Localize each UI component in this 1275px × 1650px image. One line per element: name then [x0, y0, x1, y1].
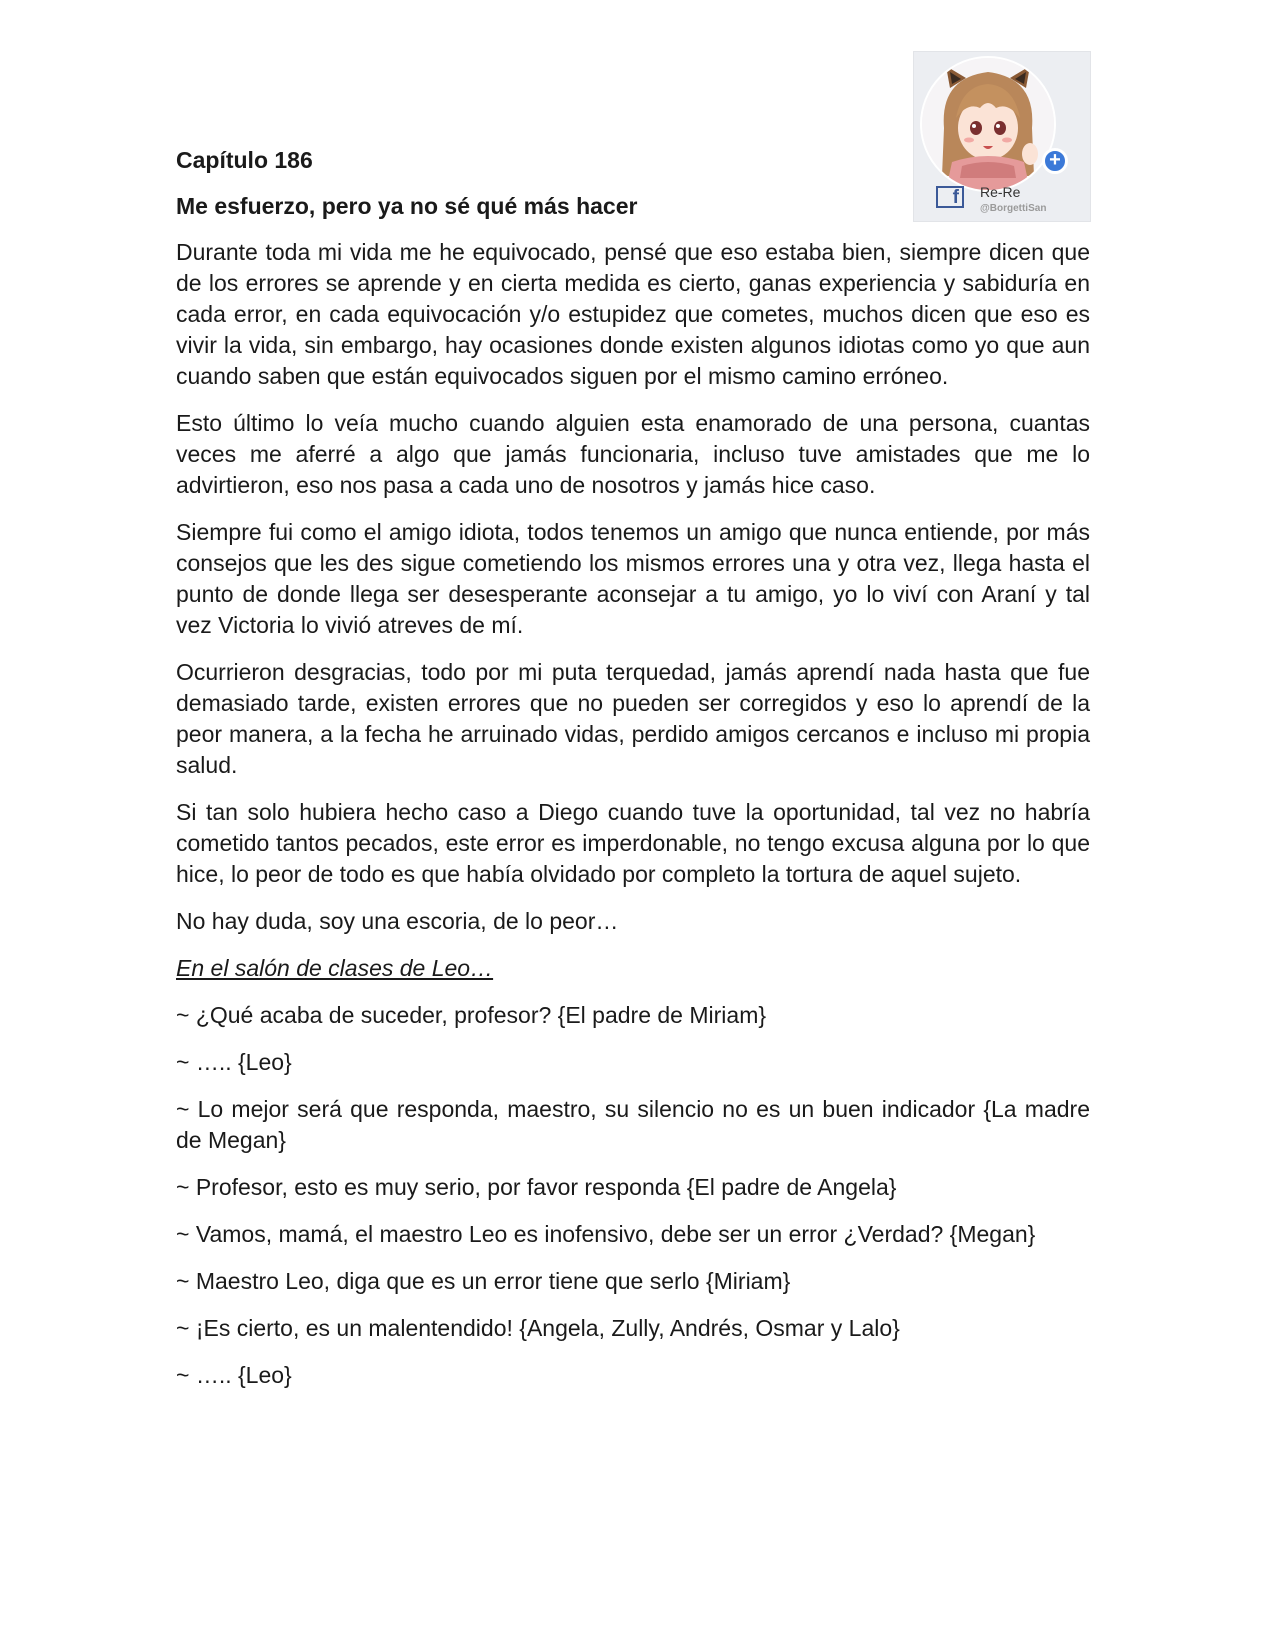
paragraph: No hay duda, soy una escoria, de lo peor…	[176, 908, 619, 934]
dialogue-line: ~ Vamos, mamá, el maestro Leo es inofensivo, debe ser un error ¿Verdad? {Megan}	[176, 1221, 1036, 1247]
document-body	[176, 145, 1090, 1391]
paragraph: Esto último lo veía mucho cuando alguien esta enamorado de una persona, cuantas veces me aferré a algo que jamás funcionaria, incluso tuve amistades que me lo advirtieron, eso nos pasa a cada uno de nosotros y jamás hice caso.	[176, 410, 1090, 498]
dialogue-line: ~ ¡Es cierto, es un malentendido! {Angela, Zully, Andrés, Osmar y Lalo}	[176, 1315, 900, 1341]
dialogue-line: ~ Lo mejor será que responda, maestro, su silencio no es un buen indicador {La madre de Megan}	[176, 1096, 1090, 1153]
dialogue-line: ~ ….. {Leo}	[176, 1362, 292, 1388]
page-name: Re-Re	[980, 184, 1021, 200]
paragraph: Siempre fui como el amigo idiota, todos tenemos un amigo que nunca entiende, por más consejos que les des sigue cometiendo los mismos errores una y otra vez, llega hasta el punto de donde llega ser desesperante aconsejar a tu amigo, yo lo viví con Araní y tal vez Victoria lo vivió atreves de mí.	[176, 519, 1090, 638]
dialogue-line: ~ Profesor, esto es muy serio, por favor responda {El padre de Angela}	[176, 1174, 897, 1200]
paragraph: Durante toda mi vida me he equivocado, pensé que eso estaba bien, siempre dicen que de los errores se aprende y en cierta medida es cierto, ganas experiencia y sabiduría en cada error, en cada equivocación y/o estupidez que cometes, muchos dicen que eso es vivir la vida, sin embargo, hay ocasiones donde existen algunos idiotas como yo que aun cuando saben que están equivocados siguen por el mismo camino erróneo.	[176, 239, 1090, 389]
scene-heading: En el salón de clases de Leo…	[176, 955, 494, 981]
dialogue-line: ~ ….. {Leo}	[176, 1049, 292, 1075]
page-handle: @BorgettiSan	[980, 203, 1047, 214]
dialogue-line: ~ ¿Qué acaba de suceder, profesor? {El padre de Miriam}	[176, 1002, 767, 1028]
plus-icon[interactable]: +	[1042, 148, 1068, 174]
paragraph: Ocurrieron desgracias, todo por mi puta terquedad, jamás aprendí nada hasta que fue demasiado tarde, existen errores que no pueden ser corregidos y eso lo aprendí de la peor manera, a la fecha he arruinado vidas, perdido amigos cercanos e incluso mi propia salud.	[176, 659, 1090, 778]
chapter-title: Capítulo 186	[176, 147, 313, 173]
chapter-subtitle: Me esfuerzo, pero ya no sé qué más hacer	[176, 193, 638, 219]
paragraph: Si tan solo hubiera hecho caso a Diego cuando tuve la oportunidad, tal vez no habría cometido tantos pecados, este error es imperdonable, no tengo excusa alguna por lo que hice, lo peor de todo es que había olvidado por completo la tortura de aquel sujeto.	[176, 799, 1090, 887]
facebook-icon: f	[936, 186, 964, 208]
dialogue-line: ~ Maestro Leo, diga que es un error tiene que serlo {Miriam}	[176, 1268, 791, 1294]
